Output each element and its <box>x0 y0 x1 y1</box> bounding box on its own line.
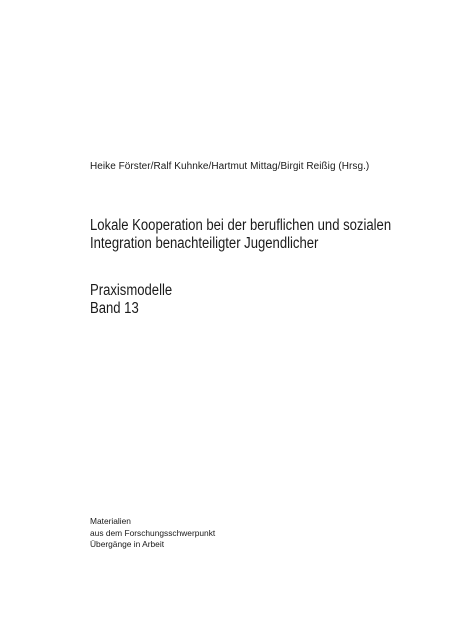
publication-note-line-3: Übergänge in Arbeit <box>90 539 165 549</box>
publication-note <box>90 516 215 551</box>
editors-line: Heike Förster/Ralf Kuhnke/Hartmut Mittag/Birgit Reißig (Hrsg.) <box>90 161 370 172</box>
publication-note-line-2: aus dem Forschungsschwerpunkt <box>90 527 216 538</box>
series-name: Praxismodelle <box>90 282 173 299</box>
publication-note-line-1: Materialien <box>90 516 131 526</box>
series-volume: Band 13 <box>90 300 139 317</box>
book-title-line-1: Lokale Kooperation bei der beruflichen und sozialen <box>90 217 392 234</box>
book-title-line-2: Integration benachteiligter Jugendlicher <box>90 235 319 252</box>
book-title <box>90 217 392 253</box>
series-info <box>90 282 172 318</box>
